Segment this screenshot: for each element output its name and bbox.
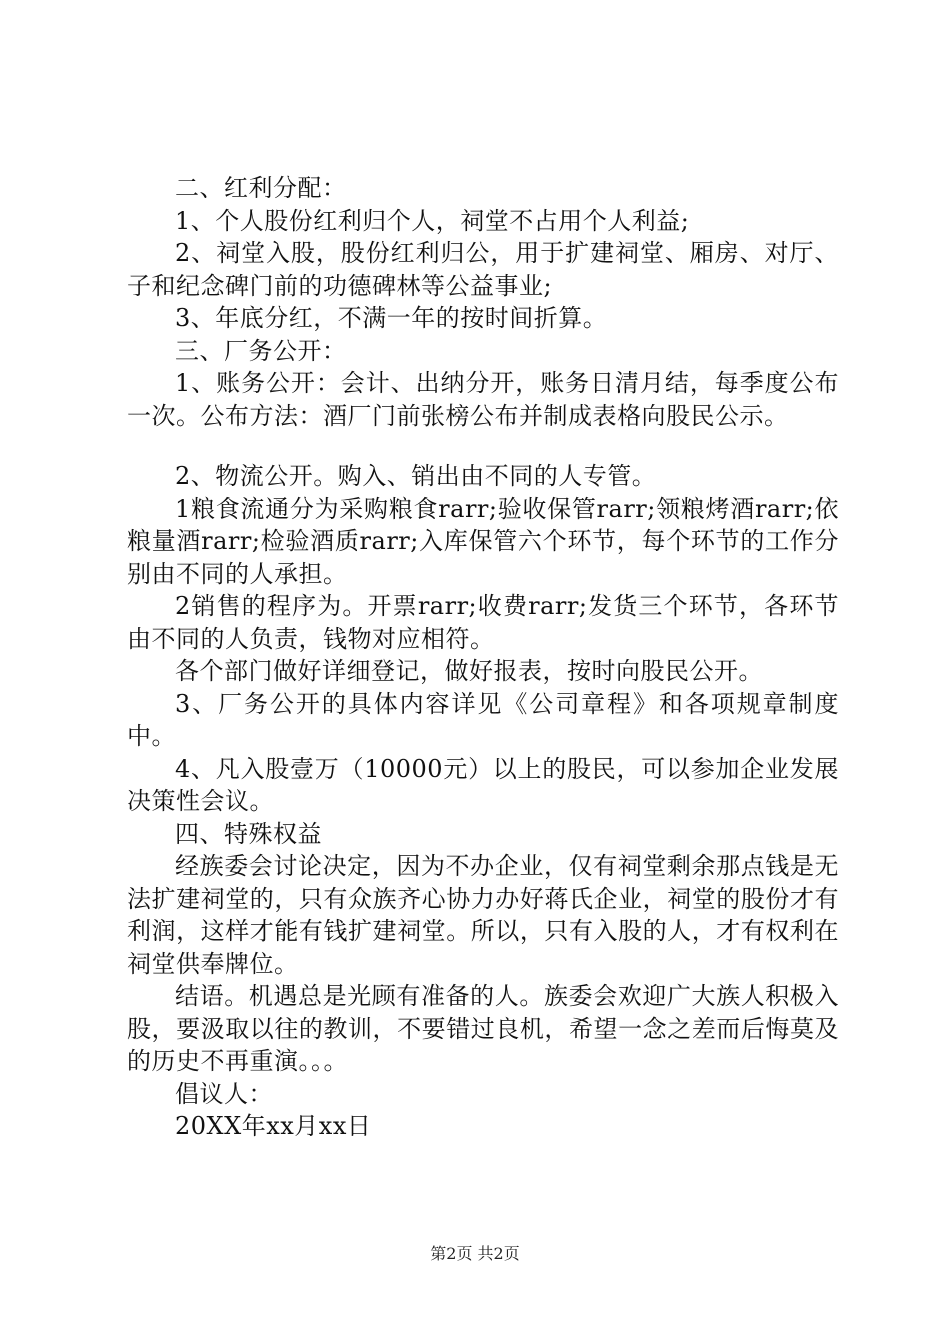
paragraph: 各个部门做好详细登记，做好报表，按时向股民公开。 — [175, 657, 763, 685]
paragraph: 1、账务公开：会计、出纳分开，账务日清月结，每季度公布一次。公布方法：酒厂门前张榜公布并制成表格向股民公示。 — [127, 369, 839, 430]
date-line: 20XX年xx月xx日 — [175, 1112, 372, 1140]
document-body — [127, 172, 839, 1143]
paragraph: 经族委会讨论决定，因为不办企业，仅有祠堂剩余那点钱是无法扩建祠堂的，只有众族齐心协力办好蒋氏企业，祠堂的股份才有利润，这样才能有钱扩建祠堂。所以，只有入股的人，才有权利在祠堂供奉牌位。 — [127, 852, 839, 978]
page-footer — [0, 1244, 950, 1264]
paragraph: 4、凡入股壹万（10000元）以上的股民，可以参加企业发展决策性会议。 — [127, 754, 839, 815]
heading-factory-disclosure: 三、厂务公开： — [175, 336, 347, 365]
paragraph: 2销售的程序为。开票rarr;收费rarr;发货三个环节，各环节由不同的人负责，钱物对应相符。 — [127, 592, 839, 653]
heading-dividend-distribution: 二、红利分配： — [175, 174, 347, 202]
paragraph: 3、年底分红，不满一年的按时间折算。 — [175, 304, 608, 332]
signature-label: 倡议人： — [175, 1079, 273, 1108]
paragraph: 1粮食流通分为采购粮食rarr;验收保管rarr;领粮烤酒rarr;依粮量酒rarr;检验酒质rarr;入库保管六个环节，每个环节的工作分别由不同的人承担。 — [127, 494, 839, 588]
paragraph-conclusion: 结语。机遇总是光顾有准备的人。族委会欢迎广大族人积极入股，要汲取以往的教训，不要错过良机，希望一念之差而后悔莫及的历史不再重演。。。 — [127, 982, 839, 1075]
paragraph: 2、物流公开。购入、销出由不同的人专管。 — [175, 462, 657, 490]
paragraph: 2、祠堂入股，股份红利归公，用于扩建祠堂、厢房、对厅、子和纪念碑门前的功德碑林等公益事业; — [127, 239, 839, 300]
paragraph: 1、个人股份红利归个人，祠堂不占用个人利益; — [175, 206, 690, 235]
heading-special-rights: 四、特殊权益 — [175, 819, 322, 848]
paragraph: 3、厂务公开的具体内容详见《公司章程》和各项规章制度中。 — [127, 689, 839, 750]
page-number: 第2页 共2页 — [430, 1244, 520, 1263]
